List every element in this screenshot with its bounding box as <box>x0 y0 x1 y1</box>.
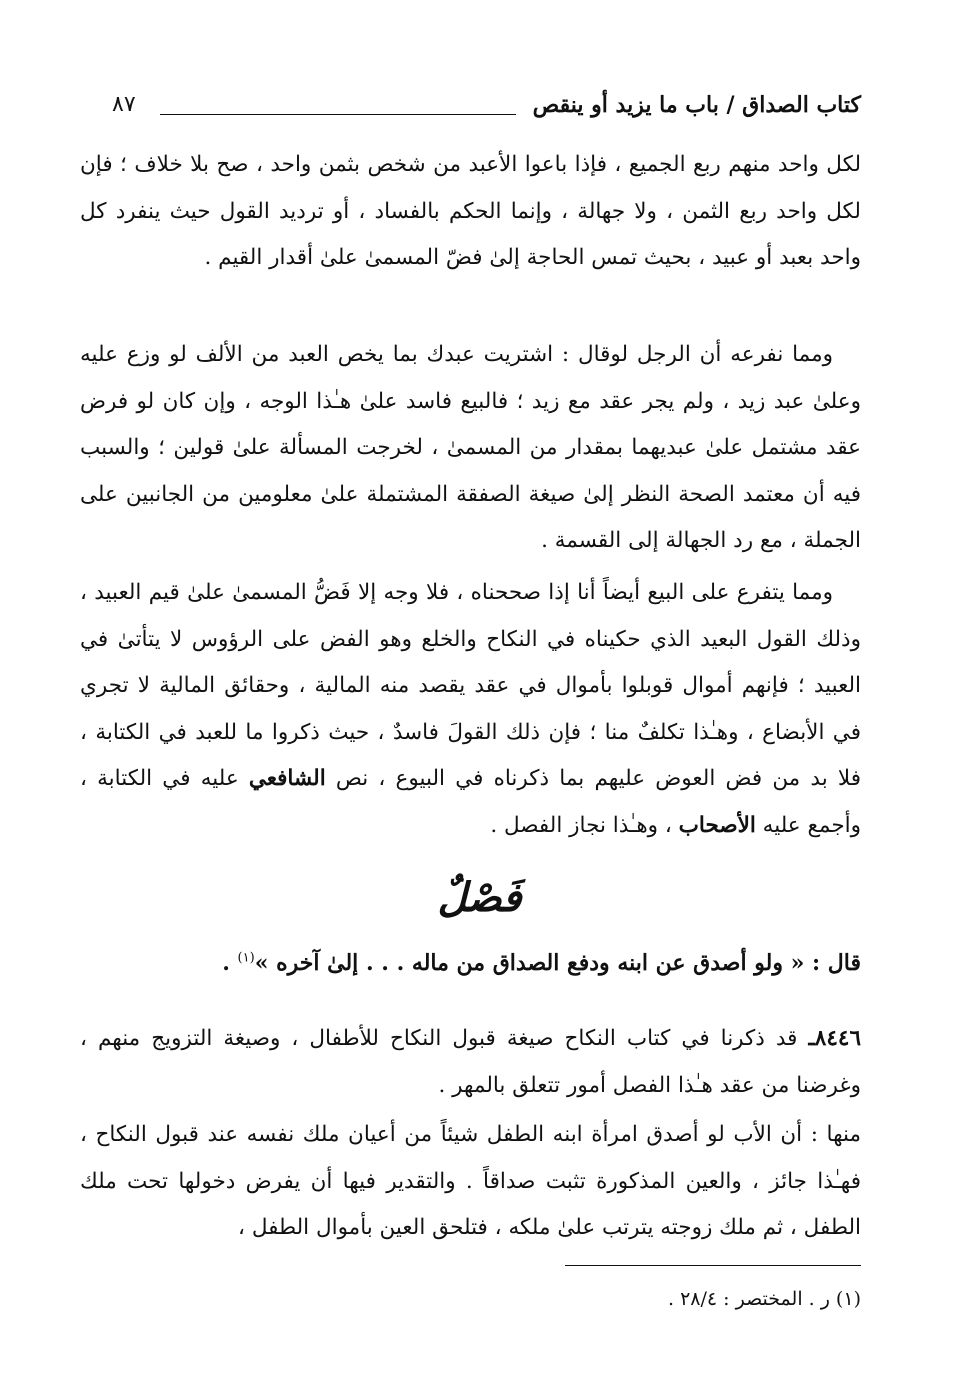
header-rule <box>160 114 516 115</box>
section-heading <box>0 874 959 921</box>
paragraph-2-text: ومما نفرعه أن الرجل لوقال : اشتريت عبدك بما يخص العبد من الألف لو وزع عليه وعلىٰ عبد زيد ، ولم يجر عقد مع زيد ؛ فالبيع فاسد علىٰ هـٰذا الوجه ، وإن كان لو فرض عقد مشتمل علىٰ عبديهما بمقدار من المسمىٰ ، لخرجت المسألة علىٰ قولين ؛ والسبب فيه أن معتمد الصحة النظر إلىٰ صيغة الصفقة المشتملة علىٰ معلومين من الجانبين على الجملة ، مع رد الجهالة إلى القسمة . <box>80 342 861 553</box>
paragraph-4-text <box>80 1016 861 1109</box>
paragraph-3-start: ومما يتفرع على البيع أيضاً أنا إذا صححناه ، فلا وجه إلا فَضُّ المسمىٰ علىٰ قيم العبيد ، وذلك القول البعيد الذي حكيناه في النكاح والخلع وهو الفض على الرؤوس لا يتأتىٰ في العبيد ؛ فإنهم أموال قوبلوا بأموال في عقد يقصد منه المالية ، وحقائق المالية لا تجري في الأبضاع ، وهـٰذا تكلفٌ منا ؛ فإن ذلك القولَ فاسدٌ ، حيث ذكروا ما للعبد في الكتابة ، فلا بد من فض العوض عليهم بما ذكرناه في البيوع ، نص <box>80 580 861 791</box>
footnote: (١) ر . المختصر : ٢٨/٤ . <box>667 1288 861 1310</box>
section-heading-ornament: فَصْلٌ <box>437 874 522 921</box>
paragraph-number: ٨٤٤٦ـ <box>808 1026 861 1051</box>
paragraph-4 <box>80 1016 861 1109</box>
shafii-name: الشافعي <box>248 766 326 791</box>
paragraph-3-end: ، وهـٰذا نجاز الفصل . <box>490 812 679 838</box>
page-number: ٨٧ <box>112 92 136 117</box>
paragraph-2 <box>80 332 861 565</box>
paragraph-3 <box>80 570 861 849</box>
footnote-reference[interactable]: (١) <box>237 950 255 966</box>
ashab-term: الأصحاب <box>678 812 756 838</box>
paragraph-1 <box>80 142 861 282</box>
paragraph-3-mid: عليه في الكتابة ، وأجمع عليه <box>80 766 861 838</box>
footnote-rule <box>565 1265 861 1266</box>
paragraph-5 <box>80 1112 861 1252</box>
running-header <box>112 92 861 128</box>
paragraph-1-text: لكل واحد منهم ربع الجميع ، فإذا باعوا الأعبد من شخص بثمن واحد ، صح بلا خلاف ؛ فإن لكل واحد ربع الثمن ، ولا جهالة ، وإنما الحكم بالفساد ، أو ترديد القول حيث ينفرد كل واحد بعبد أو عبيد ، بحيث تمس الحاجة إلىٰ فضّ المسمىٰ علىٰ أقدار القيم . <box>80 152 861 270</box>
quoted-statement-tail: . <box>222 950 238 976</box>
paragraph-3-text <box>80 570 861 849</box>
quoted-statement <box>80 950 861 976</box>
quoted-statement-text: قال : « ولو أصدق عن ابنه ودفع الصداق من ماله . . . إلىٰ آخره » <box>254 950 861 976</box>
paragraph-4-body: قد ذكرنا في كتاب النكاح صيغة قبول النكاح للأطفال ، وصيغة التزويج منهم ، وغرضنا من عقد هـٰذا الفصل أمور تتعلق بالمهر . <box>80 1026 861 1098</box>
running-title: كتاب الصداق / باب ما يزيد أو ينقص <box>532 92 861 118</box>
paragraph-5-text: منها : أن الأب لو أصدق امرأة ابنه الطفل شيئاً من أعيان ملك نفسه عند قبول النكاح ، فهـٰذا جائز ، والعين المذكورة تثبت صداقاً . والتقدير فيها أن يفرض دخولها تحت ملك الطفل ، ثم ملك زوجته يترتب علىٰ ملكه ، فتلحق العين بأموال الطفل ، <box>80 1122 861 1240</box>
